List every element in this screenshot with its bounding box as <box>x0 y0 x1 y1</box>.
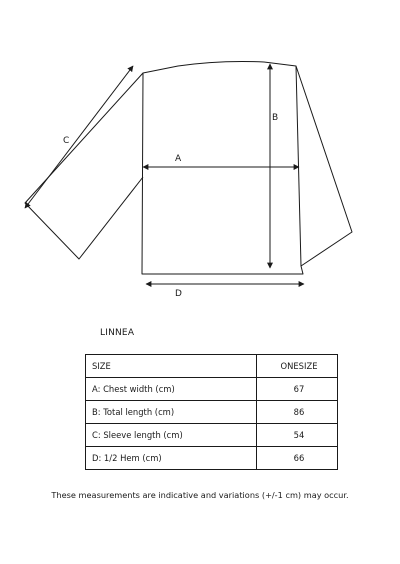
row-value: 67 <box>257 378 338 401</box>
table-row <box>86 447 338 470</box>
label-d: D <box>175 289 182 299</box>
row-label: B: Total length (cm) <box>86 401 257 424</box>
left-sleeve-outline <box>25 73 143 259</box>
row-label: D: 1/2 Hem (cm) <box>86 447 257 470</box>
table-row <box>86 424 338 447</box>
row-label: A: Chest width (cm) <box>86 378 257 401</box>
label-a: A <box>175 154 182 164</box>
size-table <box>85 354 338 470</box>
body-outline <box>142 62 303 275</box>
header-size: SIZE <box>86 355 257 378</box>
measurement-disclaimer: These measurements are indicative and variations (+/-1 cm) may occur. <box>51 490 349 500</box>
label-b: B <box>272 113 279 123</box>
row-value: 54 <box>257 424 338 447</box>
label-c: C <box>63 136 70 146</box>
table-row <box>86 401 338 424</box>
garment-outline <box>25 62 352 275</box>
table-header-row <box>86 355 338 378</box>
header-onesize: ONESIZE <box>257 355 338 378</box>
right-sleeve-outline <box>296 66 352 266</box>
arrow-c-sleeve <box>25 66 133 208</box>
row-value: 66 <box>257 447 338 470</box>
measurement-arrows <box>25 64 304 284</box>
product-name: LINNEA <box>100 328 135 338</box>
row-label: C: Sleeve length (cm) <box>86 424 257 447</box>
table-row <box>86 378 338 401</box>
row-value: 86 <box>257 401 338 424</box>
